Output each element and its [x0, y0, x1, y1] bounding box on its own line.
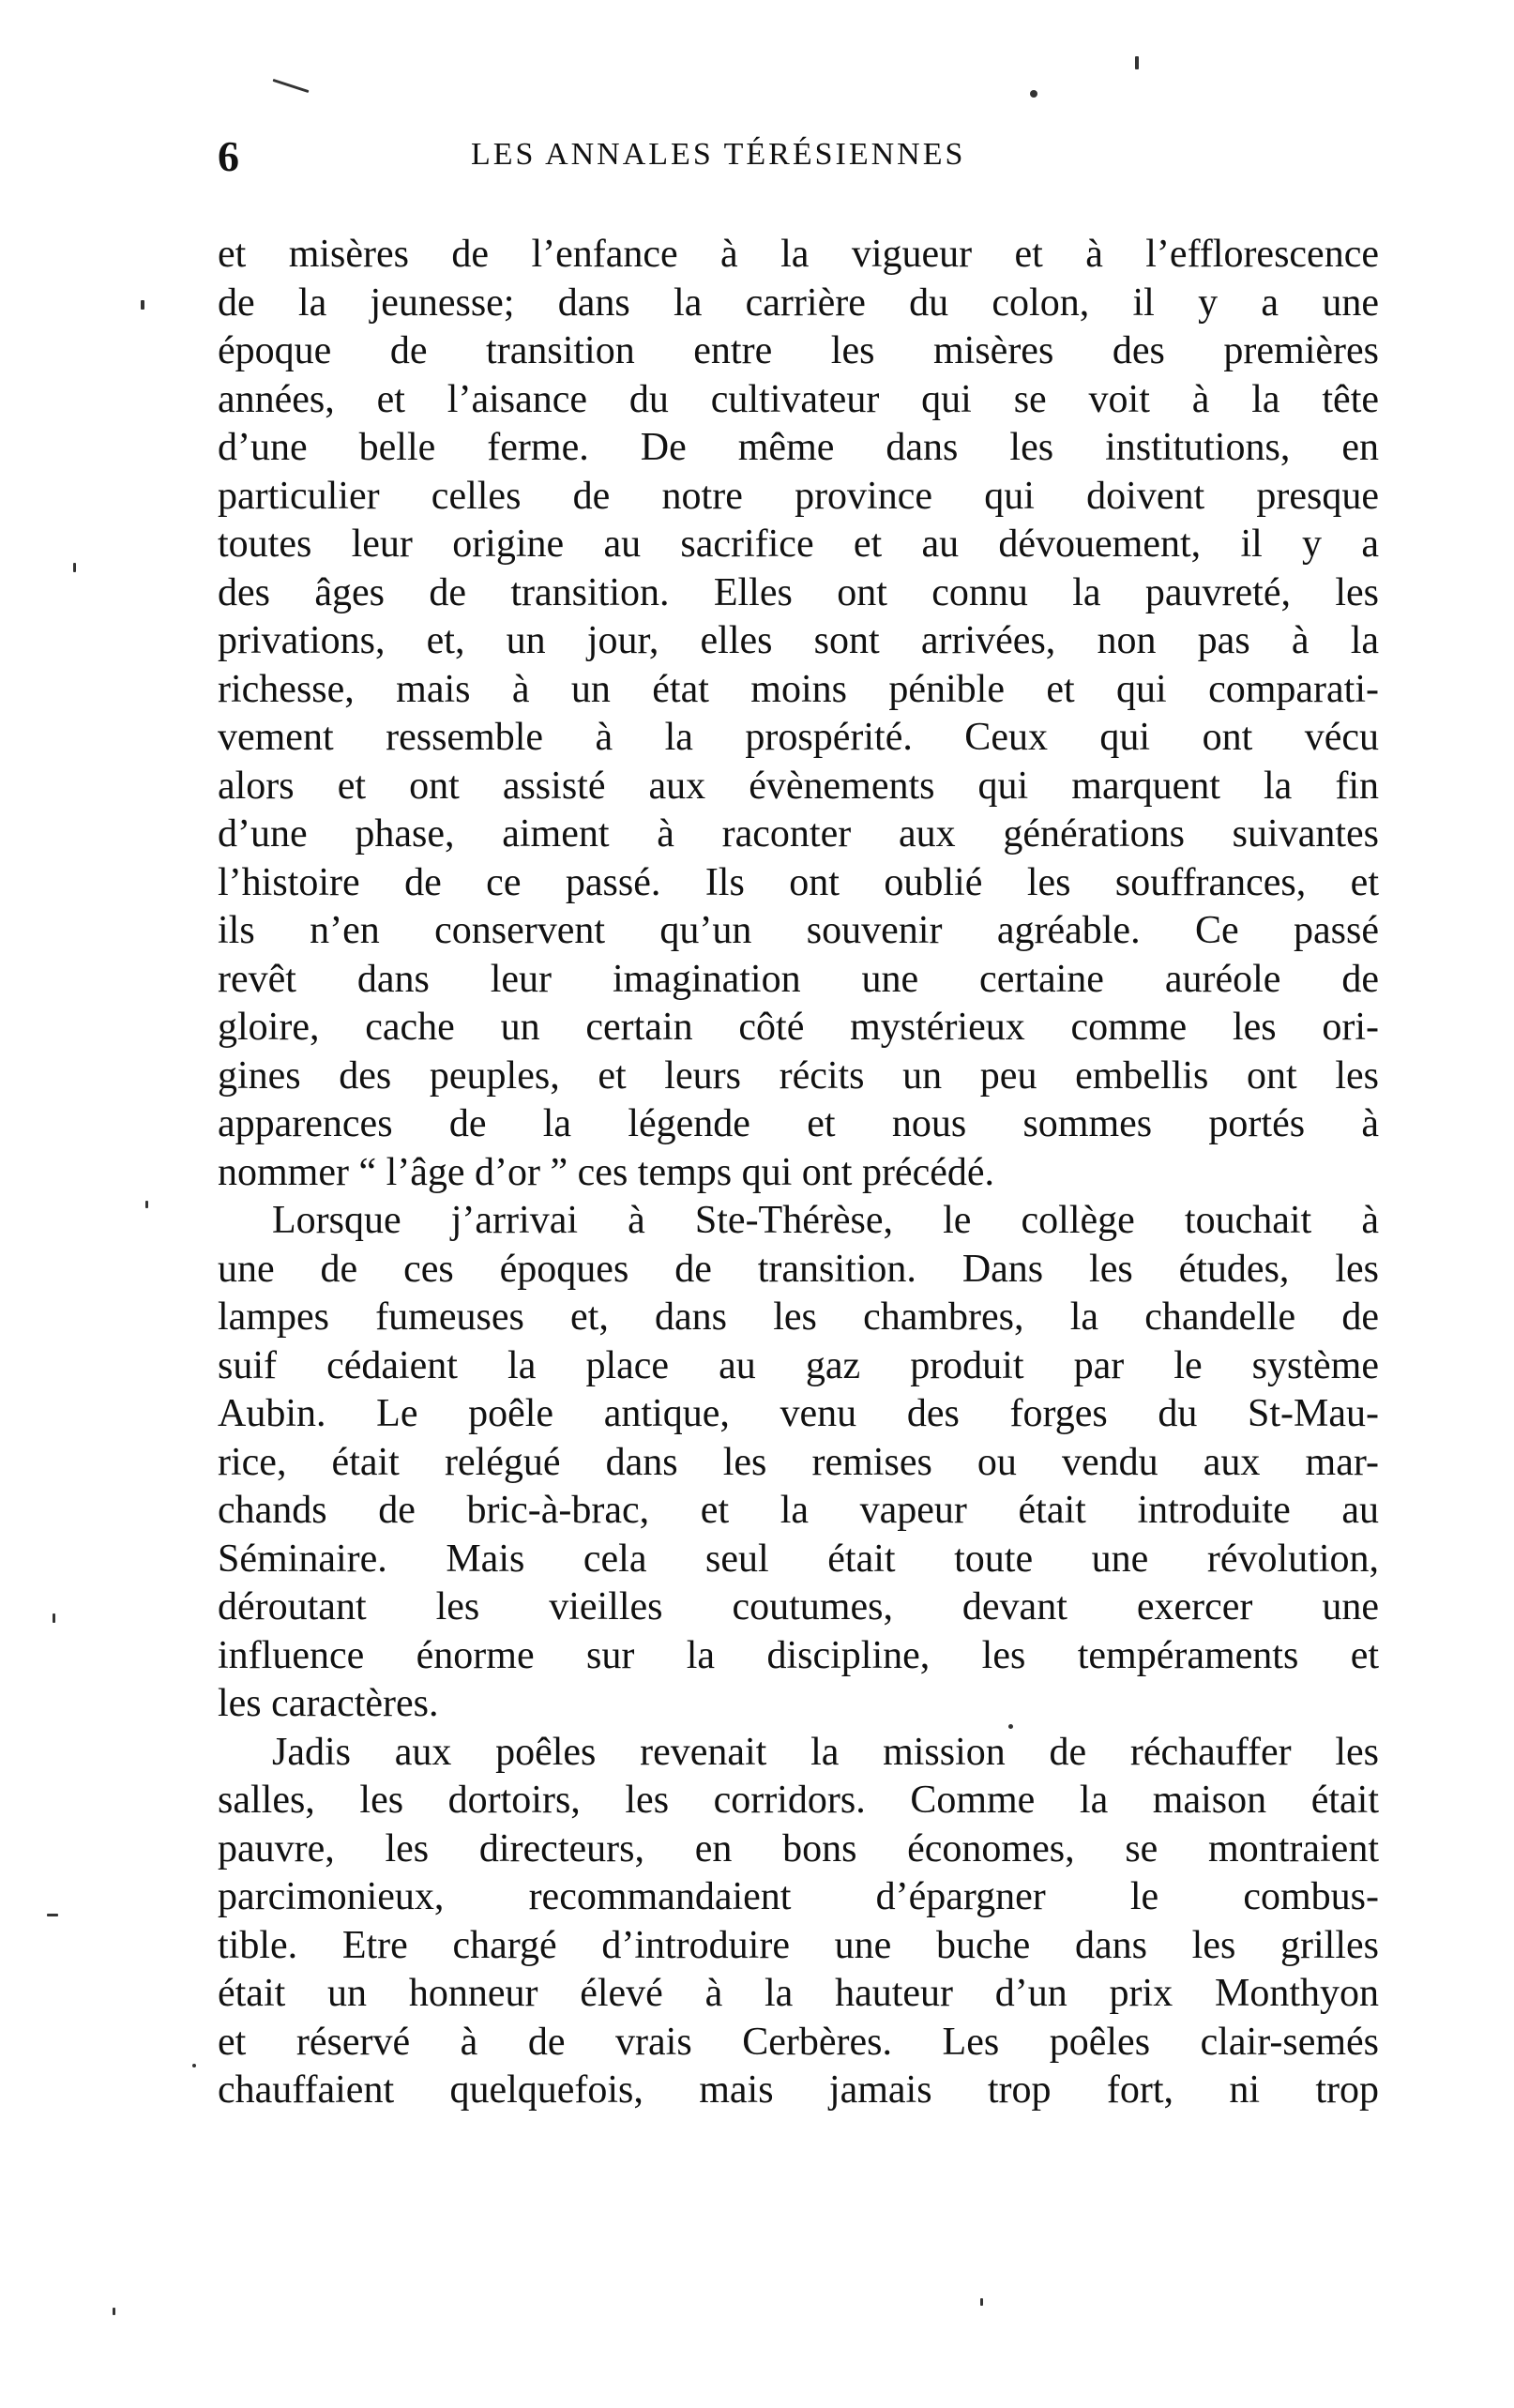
- text-line: et réservé à de vrais Cerbères. Les poêles clair-semés: [218, 2020, 1379, 2064]
- text-line: richesse, mais à un état moins pénible et qui comparati-: [218, 667, 1379, 711]
- page-number: 6: [218, 132, 239, 180]
- text-line: d’une phase, aiment à raconter aux générations suivantes: [218, 812, 1379, 856]
- text-line: gines des peuples, et leurs récits un peu embellis ont les: [218, 1053, 1379, 1098]
- scan-speck: [273, 79, 310, 93]
- scan-speck: [145, 1201, 148, 1208]
- scan-speck: [1135, 56, 1139, 69]
- running-title: LES ANNALES TÉRÉSIENNES: [471, 137, 966, 172]
- text-line: alors et ont assisté aux évènements qui marquent la fin: [218, 764, 1379, 808]
- text-line: les caractères.: [218, 1682, 439, 1725]
- text-line: influence énorme sur la discipline, les tempéraments et: [218, 1633, 1379, 1677]
- text-line: pauvre, les directeurs, en bons économes, se montraient: [218, 1826, 1379, 1870]
- scan-speck: [1030, 90, 1037, 98]
- scan-speck: [192, 2064, 196, 2067]
- text-line: l’histoire de ce passé. Ils ont oublié les souffrances, et: [218, 860, 1379, 904]
- scan-speck: [47, 1914, 58, 1916]
- scan-speck: [113, 2308, 115, 2315]
- text-line: était un honneur élevé à la hauteur d’un prix Monthyon: [218, 1972, 1379, 2015]
- scan-speck: [53, 1613, 55, 1623]
- text-line: Jadis aux poêles revenait la mission de réchauffer les: [272, 1730, 1379, 1774]
- text-line: apparences de la légende et nous sommes portés à: [218, 1102, 1379, 1145]
- text-line: parcimonieux, recommandaient d’épargner le combus-: [218, 1875, 1379, 1918]
- text-line: des âges de transition. Elles ont connu la pauvreté, les: [218, 570, 1379, 614]
- scan-speck: [141, 300, 144, 310]
- scan-speck: [1008, 1724, 1013, 1729]
- text-line: et misères de l’enfance à la vigueur et à l’efflorescence: [218, 233, 1379, 276]
- text-line: années, et l’aisance du cultivateur qui se voit à la tête: [218, 377, 1379, 421]
- text-line: revêt dans leur imagination une certaine auréole de: [218, 957, 1379, 1001]
- page-header: [218, 131, 1193, 197]
- text-line: toutes leur origine au sacrifice et au dévouement, il y a: [218, 522, 1379, 566]
- text-line: suif cédaient la place au gaz produit par le système: [218, 1343, 1379, 1387]
- text-line: Séminaire. Mais cela seul était toute une révolution,: [218, 1537, 1379, 1581]
- text-line: particulier celles de notre province qui doivent presque: [218, 474, 1379, 518]
- text-line: salles, les dortoirs, les corridors. Comme la maison était: [218, 1779, 1379, 1822]
- body-text: [218, 231, 1379, 2115]
- text-line: lampes fumeuses et, dans les chambres, la chandelle de: [218, 1295, 1379, 1339]
- text-line: ils n’en conservent qu’un souvenir agréable. Ce passé: [218, 909, 1379, 952]
- text-line: Lorsque j’arrivai à Ste-Thérèse, le collège touchait à: [272, 1199, 1379, 1242]
- scan-speck: [73, 563, 76, 572]
- text-line: d’une belle ferme. De même dans les institutions, en: [218, 426, 1379, 469]
- text-line: une de ces époques de transition. Dans les études, les: [218, 1247, 1379, 1291]
- text-line: privations, et, un jour, elles sont arrivées, non pas à la: [218, 619, 1379, 662]
- text-line: Aubin. Le poêle antique, venu des forges du St-Mau-: [218, 1392, 1379, 1435]
- text-line: époque de transition entre les misères des premières: [218, 329, 1379, 372]
- text-line: chauffaient quelquefois, mais jamais trop fort, ni trop: [218, 2068, 1379, 2112]
- text-line: vement ressemble à la prospérité. Ceux qui ont vécu: [218, 716, 1379, 759]
- text-line: rice, était relégué dans les remises ou vendu aux mar-: [218, 1440, 1379, 1484]
- scan-speck: [980, 2298, 983, 2306]
- text-line: gloire, cache un certain côté mystérieux comme les ori-: [218, 1006, 1379, 1049]
- text-line: nommer “ l’âge d’or ” ces temps qui ont précédé.: [218, 1150, 995, 1194]
- text-line: de la jeunesse; dans la carrière du colon, il y a une: [218, 280, 1379, 325]
- text-line: déroutant les vieilles coutumes, devant exercer une: [218, 1585, 1379, 1628]
- text-line: chands de bric-à-brac, et la vapeur était introduite au: [218, 1489, 1379, 1532]
- text-line: tible. Etre chargé d’introduire une buche dans les grilles: [218, 1923, 1379, 1967]
